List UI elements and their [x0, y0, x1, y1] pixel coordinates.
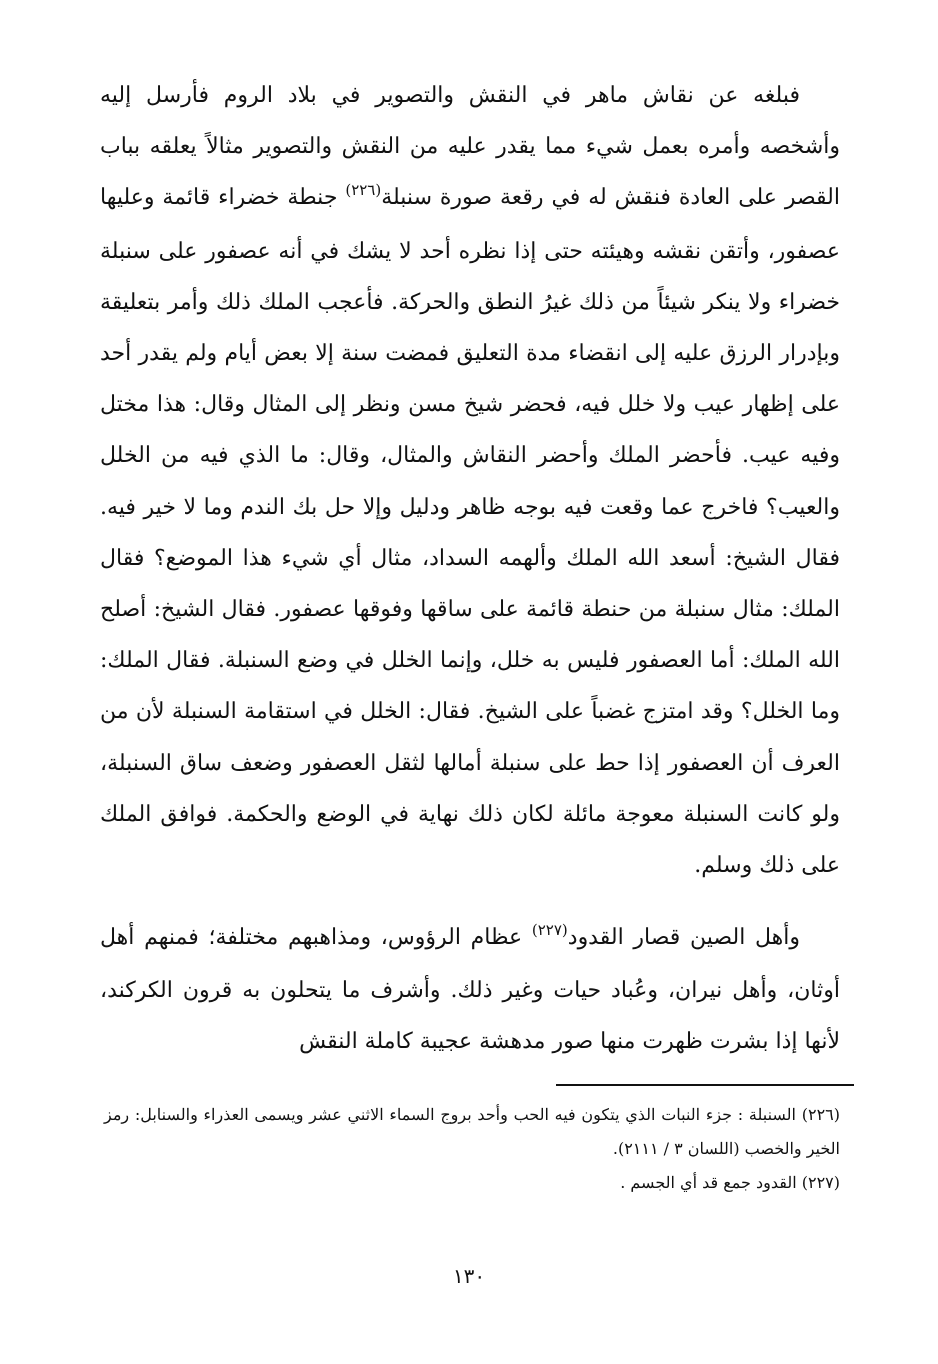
footnote-reference-226: (٢٢٦)	[345, 181, 382, 200]
footnote-divider	[556, 1084, 854, 1086]
paragraph-text	[100, 912, 840, 1068]
paragraph-text-after-ref: عظام الرؤوس، ومذاهبهم مختلفة؛ فمنهم أهل أوثان، وأهل نيران، وعُباد حيات وغير ذلك. وأشرف ما يتحلون به قرون الكركند، لأنها إذا بشرت ظهرت منها صور مدهشة عجيبة كاملة النقش	[100, 925, 840, 1055]
page-number: ١٣٠	[452, 1264, 486, 1288]
paragraph-text-before-ref: فبلغه عن نقاش ماهر في النقش والتصوير في بلاد الروم فأرسل إليه وأشخصه وأمره بعمل شيء مما يقدر عليه من النقش والتصوير مثالاً يعلقه بباب القصر على العادة فنقش له في رقعة صورة سنبلة	[100, 83, 840, 211]
paragraph-text-after-ref: جنطة خضراء قائمة وعليها عصفور، وأتقن نقشه وهيئته حتى إذا نظره أحد لا يشك في أنه عصفور على سنبلة خضراء ولا ينكر شيئاً من ذلك غيرُ النطق والحركة. فأعجب الملك ذلك وأمر بتعليقة وبإدرار الرزق عليه إلى انقضاء مدة التعليق فمضت سنة إلا بعض أيام ولم يقدر أحد على إظهار عيب ولا خلل فيه، فحضر شيخ مسن ونظر إلى المثال وقال: هذا مختل وفيه عيب. فأحضر الملك وأحضر النقاش والمثال، وقال: ما الذي فيه من الخلل والعيب؟ فاخرج عما وقعت فيه بوجه ظاهر ودليل وإلا حل بك الندم وما لا خير فيه. فقال الشيخ: أسعد الله الملك وألهمه السداد، مثال أي شيء هذا الموضع؟ فقال الملك: مثال سنبلة من حنطة قائمة على ساقها وفوقها عصفور. فقال الشيخ: أصلح الله الملك: أما العصفور فليس به خلل، وإنما الخلل في وضع السنبلة. فقال الملك: وما الخلل؟ وقد امتزج غضباً على الشيخ. فقال: الخلل في استقامة السنبلة لأن من العرف أن العصفور إذا حط على سنبلة أمالها لثقل العصفور وضعف ساق السنبلة، ولو كانت السنبلة معوجة مائلة لكان ذلك نهاية في الوضع والحكمة. فوافق الملك على ذلك وسلم.	[100, 185, 840, 879]
paragraph-text	[100, 70, 840, 891]
footnotes	[104, 1098, 840, 1200]
footnote-226: (٢٢٦) السنبلة : جزء النبات الذي يتكون فيه الحب وأحد بروج السماء الاثني عشر ويسمى العذراء والسنابل: رمز الخير والخصب (اللسان ٣ / ٢١١١).	[104, 1105, 840, 1158]
footnote-reference-227: (٢٢٧)	[531, 921, 568, 939]
footnote-227: (٢٢٧) القدود جمع قد أي الجسم .	[620, 1173, 840, 1192]
main-paragraph-1	[100, 70, 840, 891]
paragraph-text-before-ref: وأهل الصين قصار القدود	[567, 925, 801, 950]
main-paragraph-2	[100, 912, 840, 1068]
